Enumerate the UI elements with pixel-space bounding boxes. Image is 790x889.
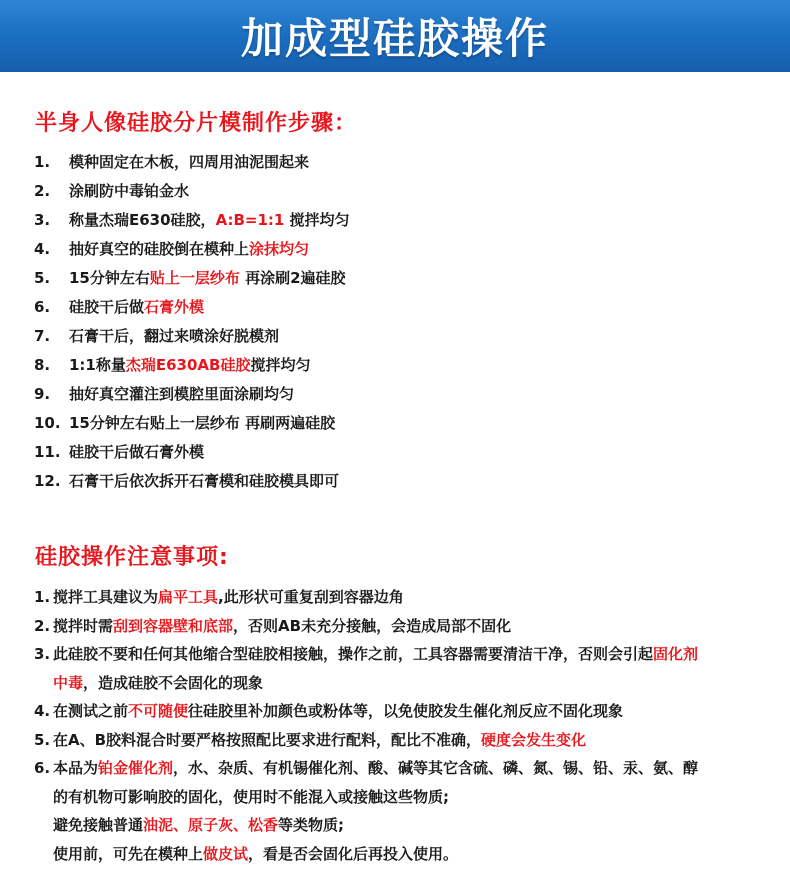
- text-run: 在A、B胶料混合时要严格按照配比要求进行配料，配比不准确，: [53, 730, 482, 749]
- title-banner: [0, 0, 790, 72]
- note-item: [34, 612, 779, 641]
- text-run: 在测试之前: [53, 702, 129, 720]
- step-text: [69, 409, 335, 438]
- note-text: [53, 640, 698, 697]
- note-item: [34, 640, 779, 697]
- note-text: [53, 754, 698, 868]
- highlight-text: 扁平工具: [158, 588, 219, 606]
- step-item: [34, 351, 350, 380]
- text-run: 往硅胶里补加颜色或粉体等，以免使胶发生催化剂反应不固化现象: [188, 702, 624, 720]
- step-number: 3.: [34, 211, 51, 229]
- step-item: [34, 206, 350, 235]
- step-item: [34, 380, 350, 409]
- note-line: [53, 583, 404, 612]
- text-run: ，水、杂质、有机锡催化剂、酸、碱等其它含硫、磷、氮、锡、铅、汞、氨、醇: [173, 759, 699, 777]
- text-run: 称量杰瑞E630硅胶，: [69, 211, 216, 229]
- step-text: [69, 380, 294, 409]
- text-run: 搅拌均匀: [250, 356, 311, 374]
- text-run: 搅拌工具建议为: [53, 588, 159, 606]
- step-text: [69, 438, 204, 467]
- text-run: ，看是否会固化后再投入使用。: [248, 844, 459, 863]
- note-item: [34, 754, 779, 868]
- note-number: 5.: [34, 730, 51, 749]
- step-text: [69, 206, 350, 235]
- note-number: 4.: [34, 702, 51, 720]
- highlight-text: 刮到容器壁和底部: [113, 616, 234, 635]
- step-number: 7.: [34, 327, 51, 345]
- step-item: [34, 467, 350, 496]
- step-number: 12.: [34, 472, 61, 490]
- step-item: [34, 235, 350, 264]
- notes-heading: 硅胶操作注意事项:: [35, 545, 229, 570]
- note-line: [53, 669, 698, 698]
- text-run: 硅胶干后做石膏外模: [69, 443, 205, 461]
- highlight-text: 不可随便: [128, 702, 189, 720]
- text-run: ，造成硅胶不会固化的现象: [83, 673, 264, 692]
- note-line: [53, 697, 623, 726]
- step-text: [69, 148, 309, 177]
- highlight-text: 铂金催化剂: [98, 759, 174, 777]
- text-run: 涂刷防中毒铂金水: [69, 182, 190, 200]
- note-text: [53, 726, 586, 755]
- text-run: 避免接触普通: [53, 816, 144, 834]
- text-run: 硅胶干后做: [69, 298, 145, 316]
- page-title: 加成型硅胶操作: [240, 14, 549, 63]
- step-item: [34, 148, 350, 177]
- text-run: 抽好真空的硅胶倒在模种上: [69, 240, 250, 258]
- text-run: 抽好真空灌注到模腔里面涂刷均匀: [69, 385, 295, 403]
- step-number: 10.: [34, 414, 61, 432]
- note-number: 1.: [34, 588, 51, 606]
- step-number: 2.: [34, 182, 51, 200]
- highlight-text: 中毒: [53, 673, 84, 692]
- step-text: [69, 177, 189, 206]
- step-number: 5.: [34, 269, 51, 287]
- text-run: 15分钟左右贴上一层纱布 再刷两遍硅胶: [69, 414, 336, 432]
- step-text: [69, 322, 279, 351]
- text-run: 的有机物可影响胶的固化，使用时不能混入或接触这些物质;: [53, 787, 450, 806]
- highlight-text: 贴上一层纱布: [149, 269, 240, 287]
- highlight-text: 涂抹均匀: [249, 240, 310, 258]
- highlight-text: 固化剂: [653, 645, 699, 663]
- step-item: [34, 322, 350, 351]
- text-run: ,此形状可重复刮到容器边角: [218, 588, 404, 606]
- step-text: [69, 351, 311, 380]
- notes-list: [34, 583, 779, 868]
- note-text: [53, 697, 623, 726]
- text-run: 模种固定在木板，四周用油泥围起来: [69, 153, 310, 171]
- text-run: 再涂刷2遍硅胶: [239, 269, 346, 287]
- note-line: [53, 811, 698, 840]
- step-text: [69, 264, 346, 293]
- note-line: [53, 783, 698, 812]
- highlight-text: 石膏外模: [144, 298, 205, 316]
- note-line: [53, 840, 698, 869]
- note-item: [34, 583, 779, 612]
- highlight-text: 做皮试: [203, 844, 249, 863]
- text-run: 15分钟左右: [69, 269, 150, 287]
- text-run: 搅拌均匀: [284, 211, 350, 229]
- text-run: ，否则AB未充分接触，会造成局部不固化: [233, 616, 512, 635]
- step-item: [34, 409, 350, 438]
- step-number: 11.: [34, 443, 61, 461]
- note-number: 6.: [34, 759, 51, 777]
- step-text: [69, 235, 309, 264]
- step-text: [69, 467, 339, 496]
- note-line: [53, 726, 586, 755]
- text-run: 1:1称量: [69, 356, 126, 374]
- text-run: 石膏干后依次拆开石膏模和硅胶模具即可: [69, 472, 340, 490]
- step-number: 1.: [34, 153, 51, 171]
- step-item: [34, 438, 350, 467]
- text-run: 此硅胶不要和任何其他缩合型硅胶相接触，操作之前，工具容器需要清洁干净，否则会引起: [53, 645, 654, 663]
- note-item: [34, 697, 779, 726]
- highlight-text: 油泥、原子灰、松香: [143, 816, 279, 834]
- step-number: 6.: [34, 298, 51, 316]
- step-number: 9.: [34, 385, 51, 403]
- note-item: [34, 726, 779, 755]
- step-number: 8.: [34, 356, 51, 374]
- step-text: [69, 293, 204, 322]
- step-item: [34, 264, 350, 293]
- step-number: 4.: [34, 240, 51, 258]
- step-item: [34, 177, 350, 206]
- step-item: [34, 293, 350, 322]
- highlight-text: 杰瑞E630AB硅胶: [125, 356, 251, 374]
- note-text: [53, 583, 404, 612]
- text-run: 使用前，可先在模种上: [53, 844, 204, 863]
- text-run: 搅拌时需: [53, 616, 114, 635]
- steps-list: [34, 148, 350, 496]
- note-line: [53, 640, 698, 669]
- note-text: [53, 612, 511, 641]
- steps-heading: 半身人像硅胶分片模制作步骤：: [35, 111, 358, 136]
- text-run: 等类物质;: [278, 816, 345, 834]
- note-line: [53, 754, 698, 783]
- text-run: 石膏干后，翻过来喷涂好脱模剂: [69, 327, 280, 345]
- highlight-text: A:B=1:1: [215, 211, 285, 229]
- highlight-text: 硬度会发生变化: [481, 730, 587, 749]
- note-line: [53, 612, 511, 641]
- note-number: 3.: [34, 645, 51, 663]
- note-number: 2.: [34, 616, 51, 635]
- text-run: 本品为: [53, 759, 99, 777]
